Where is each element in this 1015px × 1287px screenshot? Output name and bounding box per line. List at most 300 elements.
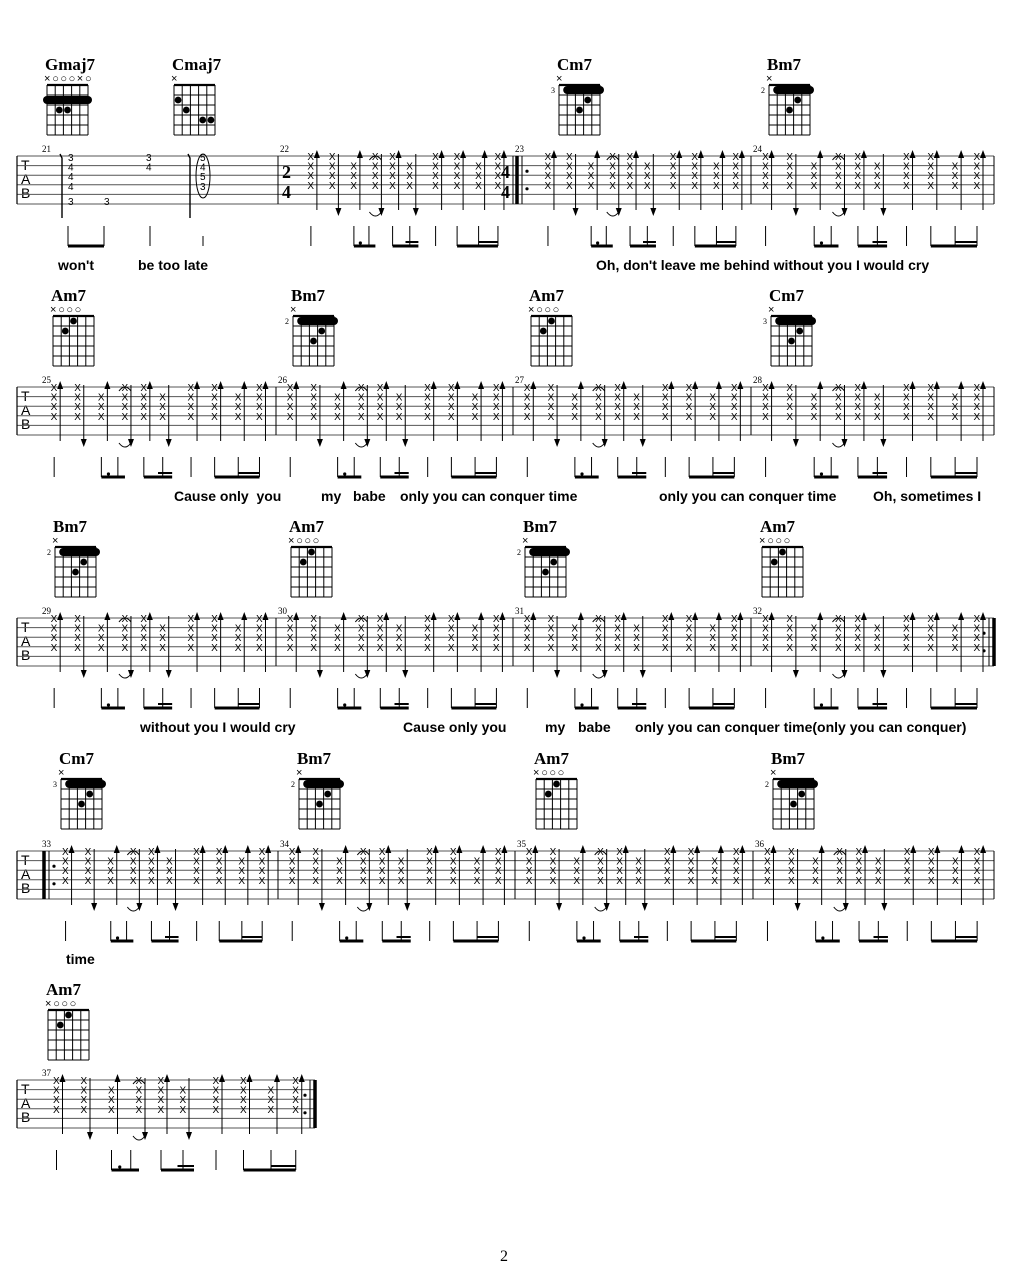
- dead-note: X: [730, 392, 738, 404]
- dead-note: X: [786, 633, 794, 645]
- dead-note: X: [234, 392, 242, 404]
- dead-note: X: [595, 402, 602, 414]
- dead-note: X: [336, 866, 343, 878]
- dead-note: X: [973, 383, 981, 394]
- strum-up-arrow: [578, 381, 584, 389]
- dead-note: X: [187, 623, 195, 635]
- repeat-dot: [525, 170, 528, 173]
- dead-note: X: [711, 856, 719, 868]
- lyric-text: only you can conquer time: [659, 488, 837, 504]
- dead-note: X: [258, 866, 266, 878]
- dead-note: X: [288, 866, 296, 878]
- dead-note: X: [951, 402, 959, 414]
- dead-note: X: [973, 856, 981, 868]
- dead-note: X: [334, 633, 341, 645]
- open-string-mark: ○: [74, 304, 82, 316]
- dead-note: X: [951, 866, 959, 878]
- dead-note: X: [762, 383, 769, 394]
- strum-up-arrow: [60, 1074, 66, 1082]
- dot: [107, 703, 110, 706]
- dead-note: X: [449, 875, 457, 887]
- strum-up-arrow: [219, 1074, 225, 1082]
- chord-name: Cm7: [557, 55, 592, 74]
- dead-note: X: [691, 171, 699, 183]
- dead-note: X: [834, 383, 842, 394]
- chord-diagram: [285, 304, 338, 366]
- dead-note: X: [215, 856, 223, 868]
- finger-dot: [183, 107, 190, 114]
- dead-note: X: [447, 402, 455, 414]
- dead-note: X: [626, 171, 634, 183]
- strum-up-arrow: [718, 845, 724, 853]
- strum-up-arrow: [314, 150, 320, 158]
- open-string-mark: ○: [767, 535, 774, 547]
- dead-note: X: [973, 623, 981, 635]
- dead-note: X: [395, 642, 403, 654]
- dead-note: X: [762, 642, 769, 654]
- dead-note: X: [307, 180, 315, 192]
- dead-note: X: [62, 866, 69, 878]
- strum-down-arrow: [87, 1132, 93, 1140]
- lyric-text: Oh, don't leave me behind without you I would cry: [596, 257, 930, 273]
- fret-number: 2: [761, 86, 765, 95]
- dead-note: X: [129, 866, 137, 878]
- dead-note: X: [810, 402, 818, 414]
- dead-note: X: [258, 856, 266, 868]
- strum-up-arrow: [819, 845, 825, 853]
- dead-note: X: [376, 642, 384, 654]
- finger-dot: [300, 559, 307, 566]
- finger-dot: [80, 559, 87, 566]
- dead-note: X: [286, 623, 294, 635]
- dead-note: X: [211, 383, 218, 394]
- dead-note: X: [873, 402, 881, 414]
- dead-note: X: [187, 402, 195, 414]
- strum-up-arrow: [295, 845, 301, 853]
- dead-note: X: [973, 180, 981, 192]
- dead-note: X: [475, 161, 482, 173]
- dead-note: X: [635, 856, 642, 868]
- dead-note: X: [424, 411, 431, 423]
- dead-note: X: [663, 875, 671, 887]
- dead-note: X: [927, 614, 934, 625]
- dead-note: X: [74, 411, 81, 423]
- strum-down-arrow: [793, 439, 799, 447]
- strum-up-arrow: [958, 612, 964, 620]
- measure-number: 32: [753, 606, 762, 616]
- dead-note: X: [810, 623, 818, 635]
- dead-note: X: [471, 623, 479, 635]
- dead-note: X: [633, 633, 640, 645]
- dead-note: X: [595, 411, 602, 423]
- dead-note: X: [643, 161, 651, 173]
- dead-note: X: [523, 402, 531, 414]
- dead-note: X: [614, 633, 621, 645]
- dead-note: X: [927, 847, 935, 858]
- dead-note: X: [238, 866, 246, 878]
- dead-note: X: [810, 161, 818, 173]
- dead-note: X: [609, 161, 616, 173]
- dead-note: X: [836, 866, 843, 878]
- dead-note: X: [661, 614, 669, 625]
- dead-note: X: [616, 856, 623, 868]
- chord-name: Bm7: [291, 286, 325, 305]
- finger-dot: [324, 791, 331, 798]
- strum-down-arrow: [402, 670, 408, 678]
- dead-note: X: [614, 392, 621, 404]
- muted-string-mark: ×: [288, 535, 295, 547]
- chord-name: Bm7: [767, 55, 801, 74]
- open-string-mark: ○: [541, 767, 548, 779]
- dead-note: X: [424, 623, 431, 635]
- dead-note: X: [786, 171, 794, 183]
- strum-up-arrow: [478, 381, 484, 389]
- strum-up-arrow: [194, 381, 200, 389]
- dead-note: X: [50, 614, 58, 625]
- dot: [596, 241, 599, 244]
- dead-note: X: [166, 875, 173, 887]
- dead-note: X: [286, 633, 294, 645]
- dead-note: X: [147, 866, 155, 878]
- fret-number: 5: [200, 172, 206, 184]
- chord-diagram: [45, 998, 89, 1060]
- dead-note: X: [685, 402, 693, 414]
- dead-note: X: [211, 411, 218, 423]
- dead-note: X: [786, 383, 794, 394]
- repeat-dot: [303, 1094, 306, 1097]
- dead-note: X: [147, 847, 155, 858]
- dead-note: X: [836, 847, 843, 858]
- dead-note: X: [50, 642, 58, 654]
- dead-note: X: [597, 856, 604, 868]
- strum-up-arrow: [433, 845, 439, 853]
- barre-mark: [303, 780, 344, 788]
- tab-clef-letter: A: [21, 402, 31, 418]
- strum-down-arrow: [556, 903, 562, 911]
- dead-note: X: [903, 171, 910, 183]
- dead-note: X: [903, 180, 910, 192]
- dead-note: X: [424, 392, 431, 404]
- measure-number: 31: [515, 606, 524, 616]
- dead-note: X: [108, 1085, 115, 1097]
- dead-note: X: [211, 392, 218, 404]
- strum-pattern: [62, 845, 271, 941]
- dead-note: X: [494, 171, 502, 183]
- dead-note: X: [449, 856, 457, 868]
- dead-note: X: [107, 875, 114, 887]
- dead-note: X: [951, 875, 959, 887]
- strum-down-arrow: [642, 903, 648, 911]
- dead-note: X: [140, 402, 148, 414]
- repeat-dot: [52, 865, 55, 868]
- dead-note: X: [147, 875, 155, 887]
- dead-note: X: [312, 875, 320, 887]
- dead-note: X: [927, 171, 934, 183]
- dead-note: X: [973, 392, 981, 404]
- dead-note: X: [97, 623, 105, 635]
- strum-up-arrow: [934, 612, 940, 620]
- dead-note: X: [135, 1095, 143, 1107]
- dead-note: X: [523, 383, 531, 394]
- strum-down-arrow: [795, 903, 801, 911]
- tab-clef-letter: B: [21, 185, 31, 201]
- dead-note: X: [334, 392, 341, 404]
- dead-note: X: [334, 411, 341, 423]
- strum-pattern: [287, 612, 506, 708]
- dead-note: X: [473, 856, 481, 868]
- dead-note: X: [471, 642, 479, 654]
- dead-note: X: [903, 152, 910, 163]
- dead-note: X: [595, 633, 602, 645]
- measure-number: 29: [42, 606, 51, 616]
- open-string-mark: ○: [85, 73, 92, 85]
- dead-note: X: [544, 161, 552, 173]
- dot: [359, 241, 362, 244]
- dead-note: X: [661, 392, 669, 404]
- strum-pattern: [51, 381, 269, 477]
- dead-note: X: [732, 180, 740, 192]
- dead-note: X: [211, 642, 218, 654]
- dead-note: X: [492, 383, 500, 394]
- dead-note: X: [973, 875, 981, 887]
- dead-note: X: [685, 392, 693, 404]
- strum-down-arrow: [166, 670, 172, 678]
- dead-note: X: [74, 642, 81, 654]
- dead-note: X: [157, 1104, 165, 1116]
- dead-note: X: [523, 411, 531, 423]
- fret-number: 3: [146, 153, 152, 164]
- strum-up-arrow: [862, 845, 868, 853]
- dead-note: X: [255, 633, 263, 645]
- dead-note: X: [973, 847, 981, 858]
- dead-note: X: [873, 642, 881, 654]
- fret-number: 3: [104, 197, 110, 208]
- dead-note: X: [547, 383, 555, 394]
- dead-note: X: [53, 1076, 60, 1087]
- dead-note: X: [310, 402, 318, 414]
- dead-note: X: [378, 847, 386, 858]
- dead-note: X: [447, 614, 455, 625]
- dead-note: X: [685, 623, 693, 635]
- dead-note: X: [711, 866, 719, 878]
- dead-note: X: [50, 392, 58, 404]
- lyric-text: babe: [578, 719, 611, 735]
- dead-note: X: [492, 642, 500, 654]
- dead-note: X: [709, 623, 717, 635]
- dead-note: X: [661, 642, 669, 654]
- dead-note: X: [397, 875, 405, 887]
- dead-note: X: [544, 180, 552, 192]
- dead-note: X: [633, 402, 640, 414]
- dead-note: X: [763, 856, 771, 868]
- barre-mark: [777, 780, 818, 788]
- dead-note: X: [215, 847, 223, 858]
- dead-note: X: [732, 171, 740, 183]
- strum-down-arrow: [317, 439, 323, 447]
- dead-note: X: [492, 402, 500, 414]
- strum-up-arrow: [861, 612, 867, 620]
- dead-note: X: [523, 392, 531, 404]
- dead-note: X: [492, 614, 500, 625]
- dead-note: X: [406, 180, 413, 192]
- fret-number: 4: [68, 172, 74, 184]
- dead-note: X: [873, 633, 881, 645]
- strum-up-arrow: [580, 845, 586, 853]
- strum-up-arrow: [530, 612, 536, 620]
- open-string-mark: ○: [60, 73, 68, 85]
- strum-up-arrow: [499, 612, 505, 620]
- dead-note: X: [97, 402, 105, 414]
- dead-note: X: [447, 623, 455, 635]
- dead-note: X: [786, 402, 794, 414]
- strum-up-arrow: [147, 381, 153, 389]
- dead-note: X: [238, 875, 246, 887]
- strum-up-arrow: [698, 150, 704, 158]
- strum-pattern: [287, 381, 506, 477]
- measure-number: 21: [42, 144, 51, 154]
- strum-up-arrow: [958, 381, 964, 389]
- dead-note: X: [571, 633, 579, 645]
- dead-note: X: [549, 856, 557, 868]
- measure-number: 37: [42, 1068, 51, 1078]
- dead-note: X: [732, 161, 740, 173]
- dead-note: X: [179, 1085, 187, 1097]
- dead-note: X: [762, 402, 769, 414]
- dead-note: X: [494, 847, 502, 858]
- strum-up-arrow: [200, 845, 206, 853]
- dead-note: X: [397, 856, 405, 868]
- dead-note: X: [661, 411, 669, 423]
- dead-note: X: [834, 171, 842, 183]
- lyric-text: Cause only you: [174, 488, 282, 504]
- time-signature-top: 2: [282, 162, 291, 182]
- dead-note: X: [211, 614, 218, 625]
- dead-note: X: [836, 875, 843, 887]
- strum-down-arrow: [650, 208, 656, 216]
- strum-up-arrow: [480, 845, 486, 853]
- fret-number: 3: [68, 197, 74, 208]
- dead-note: X: [762, 171, 769, 183]
- dead-note: X: [855, 847, 863, 858]
- dead-note: X: [810, 411, 818, 423]
- dead-note: X: [927, 623, 934, 635]
- dead-note: X: [635, 866, 642, 878]
- muted-string-mark: ×: [44, 73, 51, 85]
- chord-name: Am7: [289, 517, 324, 536]
- finger-dot: [57, 1022, 64, 1029]
- dead-note: X: [376, 614, 384, 625]
- chord-name: Bm7: [523, 517, 557, 536]
- dead-note: X: [292, 1095, 299, 1107]
- dead-note: X: [359, 847, 367, 858]
- tab-clef-letter: A: [21, 1095, 31, 1111]
- dead-note: X: [74, 402, 81, 414]
- strum-pattern: [762, 150, 986, 246]
- strum-up-arrow: [194, 612, 200, 620]
- dead-note: X: [732, 875, 740, 887]
- strum-pattern: [289, 845, 508, 941]
- dead-note: X: [494, 875, 502, 887]
- strum-up-arrow: [439, 150, 445, 158]
- strum-up-arrow: [247, 1074, 253, 1082]
- finger-dot: [78, 801, 85, 808]
- chord-diagram: [551, 73, 604, 135]
- dead-note: X: [255, 614, 263, 625]
- dead-note: X: [834, 411, 842, 423]
- dead-note: X: [810, 171, 818, 183]
- dead-note: X: [97, 411, 105, 423]
- strum-up-arrow: [343, 845, 349, 853]
- time-signature-top: 4: [501, 162, 510, 182]
- dead-note: X: [475, 171, 482, 183]
- dead-note: X: [762, 411, 769, 423]
- dead-note: X: [834, 623, 842, 635]
- dead-note: X: [258, 847, 266, 858]
- dead-note: X: [492, 623, 500, 635]
- strum-up-arrow: [385, 845, 391, 853]
- dead-note: X: [786, 392, 794, 404]
- dead-note: X: [334, 402, 341, 414]
- strum-up-arrow: [104, 381, 110, 389]
- dead-note: X: [854, 411, 862, 423]
- dead-note: X: [709, 642, 717, 654]
- strum-up-arrow: [222, 845, 228, 853]
- dead-note: X: [834, 152, 842, 163]
- dead-note: X: [288, 856, 296, 868]
- strum-up-arrow: [293, 612, 299, 620]
- dead-note: X: [74, 392, 81, 404]
- finger-dot: [308, 549, 315, 556]
- muted-string-mark: ×: [768, 304, 775, 316]
- finger-dot: [550, 559, 557, 566]
- finger-dot: [545, 791, 552, 798]
- dead-note: X: [732, 866, 740, 878]
- dead-note: X: [357, 411, 365, 423]
- dead-note: X: [573, 866, 581, 878]
- dead-note: X: [547, 614, 555, 625]
- dead-note: X: [395, 633, 403, 645]
- muted-string-mark: ×: [533, 767, 540, 779]
- dot: [345, 936, 348, 939]
- dead-note: X: [788, 856, 795, 868]
- open-string-mark: ○: [552, 304, 560, 316]
- dead-note: X: [389, 161, 396, 173]
- dead-note: X: [166, 856, 173, 868]
- dot: [582, 936, 585, 939]
- dead-note: X: [626, 152, 634, 163]
- dead-note: X: [927, 161, 934, 173]
- dead-note: X: [255, 623, 263, 635]
- strum-up-arrow: [594, 150, 600, 158]
- fret-number: 4: [146, 162, 152, 174]
- dead-note: X: [310, 392, 318, 404]
- open-string-mark: ○: [296, 535, 303, 547]
- dead-note: X: [685, 411, 693, 423]
- fret-number: 4: [68, 162, 74, 174]
- strum-down-arrow: [81, 670, 87, 678]
- dead-note: X: [376, 383, 384, 394]
- dead-note: X: [157, 1076, 165, 1087]
- lyric-text: without you I would cry: [140, 719, 296, 735]
- dead-note: X: [286, 411, 294, 423]
- strum-down-arrow: [319, 903, 325, 911]
- barre-mark: [59, 548, 100, 556]
- dead-note: X: [523, 614, 531, 625]
- measure-number: 28: [753, 375, 762, 385]
- dead-note: X: [310, 623, 318, 635]
- strum-down-arrow: [640, 670, 646, 678]
- dead-note: X: [215, 875, 223, 887]
